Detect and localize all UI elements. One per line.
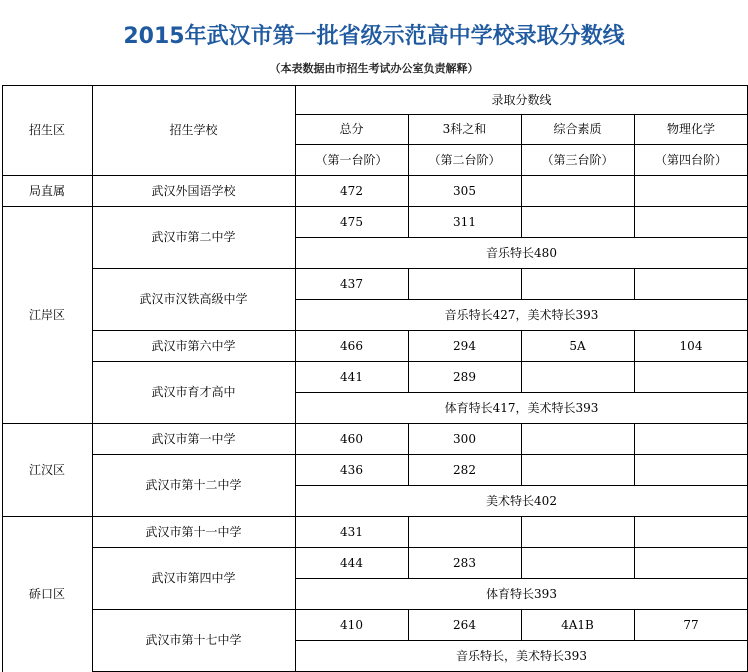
total-score: 410 xyxy=(340,617,363,632)
total-score: 475 xyxy=(340,214,363,229)
special-talent-note: 美术特长402 xyxy=(486,493,557,508)
grid-line-vertical xyxy=(521,268,522,299)
grid-line-vertical xyxy=(408,268,409,299)
special-talent-note: 体育特长393 xyxy=(486,586,557,601)
header-score-line: 录取分数线 xyxy=(491,92,552,107)
district-cell: 局直属 xyxy=(28,183,65,198)
district-cell: 江汉区 xyxy=(28,462,65,477)
school-name: 武汉外国语学校 xyxy=(151,183,236,198)
special-talent-note: 体育特长417，美术特长393 xyxy=(444,400,599,415)
total-score: 441 xyxy=(340,369,363,384)
school-name: 武汉市第十二中学 xyxy=(145,478,242,492)
header-physchem-tier: （第四台阶） xyxy=(654,152,727,167)
three-subjects-score: 282 xyxy=(453,462,476,477)
quality-grade: 4A1B xyxy=(561,617,594,632)
physchem-score: 77 xyxy=(683,617,699,632)
page-title: 2015年武汉市第一批省级示范高中学校录取分数线 xyxy=(123,24,625,49)
header-quality: 综合素质 xyxy=(553,122,602,136)
total-score: 431 xyxy=(340,524,363,539)
header-total-tier: （第一台阶） xyxy=(315,152,388,167)
school-name: 武汉市第二中学 xyxy=(151,230,236,244)
header-three-subjects-tier: （第二台阶） xyxy=(428,152,501,167)
page-subtitle: （本表数据由市招生考试办公室负责解释） xyxy=(269,62,479,75)
school-name: 武汉市第一中学 xyxy=(151,431,236,446)
three-subjects-score: 289 xyxy=(453,369,476,384)
three-subjects-score: 300 xyxy=(453,431,476,446)
physchem-score: 104 xyxy=(679,338,703,353)
quality-grade: 5A xyxy=(569,338,586,353)
admission-score-table xyxy=(2,85,748,672)
school-name: 武汉市第十七中学 xyxy=(145,633,242,647)
header-total: 总分 xyxy=(339,122,364,136)
total-score: 437 xyxy=(340,276,363,291)
school-name: 武汉市第十一中学 xyxy=(145,524,242,539)
grid-line-vertical xyxy=(634,423,635,485)
grid-line-vertical xyxy=(634,516,635,578)
district-cell: 硚口区 xyxy=(28,587,65,601)
header-school: 招生学校 xyxy=(169,123,218,137)
three-subjects-score: 283 xyxy=(453,555,476,570)
special-talent-note: 音乐特长427，美术特长393 xyxy=(444,307,599,322)
grid-line-vertical xyxy=(634,268,635,299)
school-name: 武汉市第四中学 xyxy=(151,571,236,585)
total-score: 460 xyxy=(340,431,363,446)
special-talent-note: 音乐特长，美术特长393 xyxy=(456,648,587,663)
grid-line-vertical xyxy=(521,423,522,485)
school-name: 武汉市第六中学 xyxy=(151,338,236,353)
school-name: 武汉市育才高中 xyxy=(151,385,236,399)
total-score: 466 xyxy=(340,338,363,353)
header-physchem: 物理化学 xyxy=(666,122,715,136)
header-three-subjects: 3科之和 xyxy=(442,122,487,136)
three-subjects-score: 311 xyxy=(453,214,476,229)
school-name: 武汉市汉铁高级中学 xyxy=(139,292,248,306)
special-talent-note: 音乐特长480 xyxy=(486,245,557,260)
three-subjects-score: 264 xyxy=(453,617,476,632)
header-quality-tier: （第三台阶） xyxy=(541,152,614,167)
district-cell: 江岸区 xyxy=(28,307,65,322)
total-score: 444 xyxy=(340,555,363,570)
three-subjects-score: 294 xyxy=(453,338,476,353)
header-district: 招生区 xyxy=(28,123,65,137)
total-score: 472 xyxy=(340,183,363,198)
grid-line-vertical xyxy=(521,516,522,578)
three-subjects-score: 305 xyxy=(453,183,476,198)
total-score: 436 xyxy=(340,462,363,477)
